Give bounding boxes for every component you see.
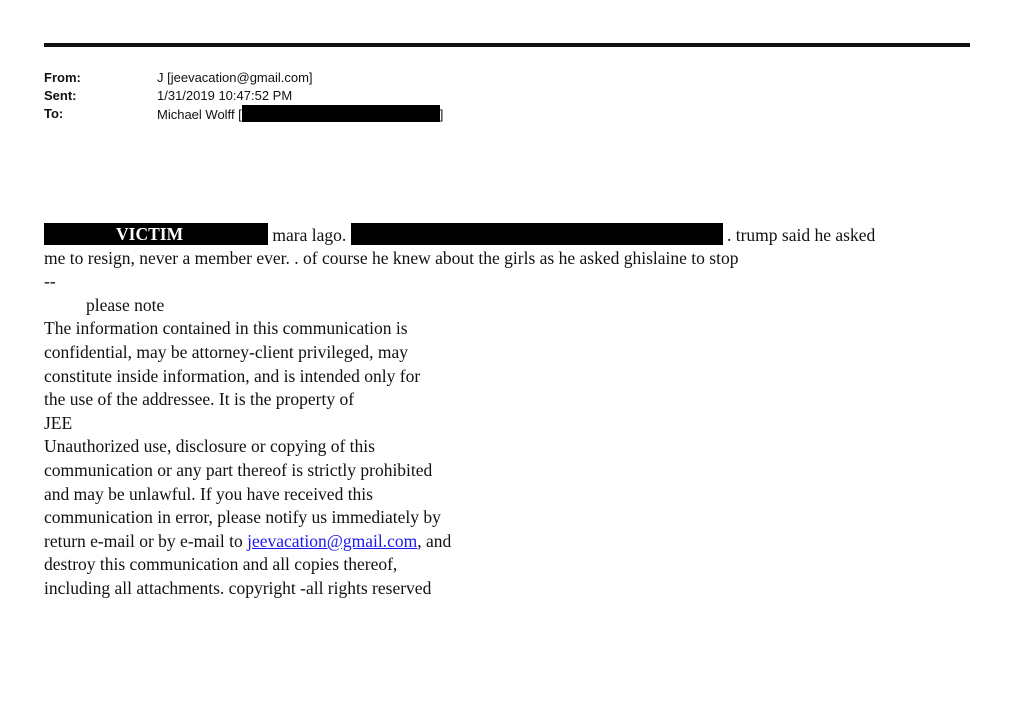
from-value: J [jeevacation@gmail.com] [157, 70, 313, 85]
to-value-suffix: ] [439, 107, 444, 122]
email-body [44, 223, 984, 601]
closing-line: including all attachments. copyright -all rights reserved [44, 577, 432, 598]
mara-lago-text: mara lago. [268, 225, 351, 245]
disclaimer-line: The information contained in this communication is [44, 318, 408, 339]
return-line-suffix: , and [417, 530, 452, 551]
victim-redaction [44, 223, 268, 245]
closing-line: destroy this communication and all copies thereof, [44, 554, 398, 575]
disclaimer-line: communication in error, please notify us immediately by [44, 507, 441, 528]
disclaimer-line: Unauthorized use, disclosure or copying of this [44, 436, 375, 457]
disclaimer-line: the use of the addressee. It is the property of [44, 389, 355, 410]
sent-value: 1/31/2019 10:47:52 PM [157, 88, 293, 103]
from-label: From: [44, 70, 81, 85]
body-line-2: me to resign, never a member ever. . of course he knew about the girls as he asked ghislaine to stop [44, 247, 739, 268]
to-label: To: [44, 106, 64, 121]
redaction-bar-body [351, 223, 723, 245]
return-line-prefix: return e-mail or by e-mail to [44, 530, 248, 551]
top-divider [44, 43, 970, 47]
disclaimer-line: communication or any part thereof is strictly prohibited [44, 459, 433, 480]
to-value [157, 105, 443, 124]
disclaimer-line: constitute inside information, and is intended only for [44, 365, 421, 386]
body-line-1 [44, 223, 984, 247]
sent-label: Sent: [44, 88, 77, 103]
disclaimer-line: confidential, may be attorney-client privileged, may [44, 341, 408, 362]
email-link[interactable]: jeevacation@gmail.com [247, 530, 418, 551]
redaction-bar-to [242, 105, 440, 122]
return-email-line [44, 530, 984, 554]
signature-separator: -- [44, 271, 56, 292]
disclaimer-line: and may be unlawful. If you have received this [44, 483, 373, 504]
disclaimer-line: JEE [44, 412, 73, 433]
victim-label: VICTIM [116, 224, 184, 244]
trump-said-text: . trump said he asked [722, 225, 876, 245]
please-note: please note [86, 294, 165, 315]
to-value-prefix: Michael Wolff [ [157, 107, 242, 122]
